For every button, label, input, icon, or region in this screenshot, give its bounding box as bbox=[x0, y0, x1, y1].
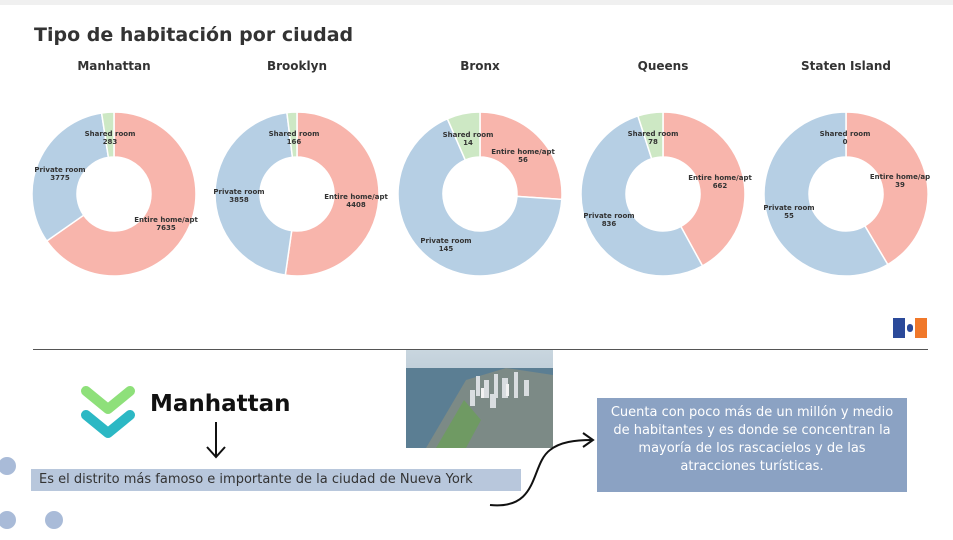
info-box bbox=[597, 398, 907, 492]
decorative-dot bbox=[45, 511, 63, 529]
slice-label: Shared room bbox=[627, 130, 679, 138]
slice-value: 55 bbox=[784, 212, 794, 220]
slice-label: Private room bbox=[763, 204, 815, 212]
curved-arrow-icon bbox=[480, 430, 600, 510]
slice-label: Entire home/apt bbox=[324, 193, 388, 201]
donut-chart bbox=[763, 59, 930, 276]
slice-value: 39 bbox=[895, 181, 905, 189]
chart-subtitle: Manhattan bbox=[77, 59, 151, 73]
slice-label: Shared room bbox=[84, 130, 136, 138]
chart-subtitle: Staten Island bbox=[800, 59, 892, 73]
slice-value: 14 bbox=[463, 139, 473, 147]
info-line: de habitantes y es donde se concentran la bbox=[613, 423, 891, 438]
slice-value: 3858 bbox=[229, 196, 249, 204]
slice-value: 4408 bbox=[346, 201, 366, 209]
donut-chart bbox=[398, 59, 562, 276]
slice-value: 0 bbox=[842, 138, 848, 146]
info-line: Cuenta con poco más de un millón y medio bbox=[610, 405, 894, 420]
chart-title: Tipo de habitación por ciudad bbox=[34, 24, 354, 46]
slice-value: 662 bbox=[712, 182, 728, 190]
decorative-dot bbox=[0, 511, 16, 529]
donut-chart bbox=[213, 59, 388, 276]
slice-value: 7635 bbox=[156, 224, 176, 232]
slice-label: Shared room bbox=[819, 130, 871, 138]
slice-label: Entire home/ap bbox=[869, 173, 931, 181]
slice-value: 166 bbox=[286, 138, 302, 146]
slice-label: Entire home/apt bbox=[688, 174, 752, 182]
slice-label: Entire home/apt bbox=[491, 148, 555, 156]
chart-subtitle: Bronx bbox=[460, 59, 500, 73]
slice-value: 56 bbox=[518, 156, 528, 164]
down-arrow-icon bbox=[203, 420, 229, 460]
info-line: mayoría de los rascacielos y de las bbox=[638, 441, 866, 456]
slice-value: 3775 bbox=[50, 174, 70, 182]
chart-subtitle: Queens bbox=[637, 59, 689, 73]
slice-value: 836 bbox=[601, 220, 617, 228]
slice-label: Entire home/apt bbox=[134, 216, 198, 224]
slice-value: 145 bbox=[438, 245, 454, 253]
slice-value: 283 bbox=[102, 138, 118, 146]
slice-label: Private room bbox=[34, 166, 86, 174]
slice-label: Private room bbox=[420, 237, 472, 245]
slice-label: Shared room bbox=[442, 131, 494, 139]
slice-value: 78 bbox=[648, 138, 658, 146]
double-chevron-icon bbox=[80, 385, 138, 445]
decorative-dot bbox=[0, 457, 16, 475]
donut-chart bbox=[32, 59, 198, 276]
slice-label: Private room bbox=[213, 188, 265, 196]
info-line: atracciones turísticas. bbox=[680, 459, 824, 474]
borough-heading: Manhattan bbox=[150, 391, 291, 417]
slice-label: Shared room bbox=[268, 130, 320, 138]
description-box: Es el distrito más famoso e importante de la ciudad de Nueva York bbox=[31, 469, 521, 491]
nyc-flag-icon bbox=[893, 318, 927, 338]
slice-label: Private room bbox=[583, 212, 635, 220]
donut-chart bbox=[581, 59, 752, 276]
chart-subtitle: Brooklyn bbox=[266, 59, 328, 73]
